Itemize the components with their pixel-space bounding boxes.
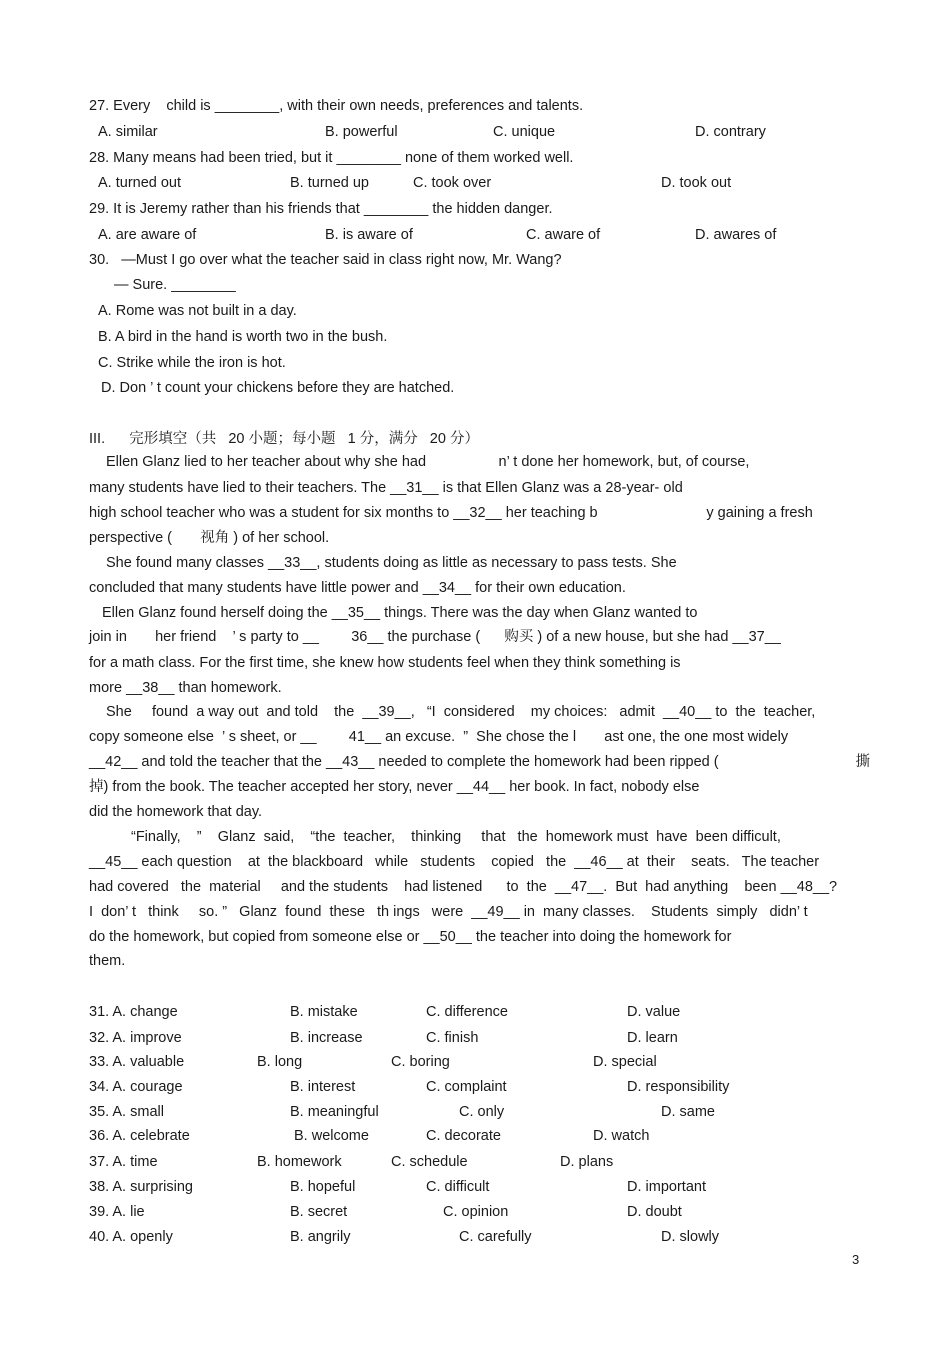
page-number: 3 bbox=[852, 1252, 860, 1267]
option-a: 39. A. lie bbox=[89, 1204, 145, 1220]
option-d: D. took out bbox=[661, 175, 732, 191]
passage-line: do the homework, but copied from someone else or __50__ the teacher into doing the homework for bbox=[89, 929, 732, 945]
option-b: B. meaningful bbox=[290, 1104, 379, 1120]
option-b: B. homework bbox=[257, 1154, 342, 1170]
passage-line: “Finally, ” Glanz said, “the teacher, thinking that the homework must have been difficult, bbox=[131, 829, 781, 845]
passage-line: join in her friend ’ s party to __ 36__ the purchase ( 购买 ) of a new house, but she had __37__ bbox=[89, 629, 781, 645]
option-b: B. hopeful bbox=[290, 1179, 356, 1195]
option-d: D. contrary bbox=[695, 124, 766, 140]
option-d: D. watch bbox=[593, 1128, 650, 1144]
passage-line: high school teacher who was a student for six months to __32__ her teaching b y gaining a fresh bbox=[89, 505, 813, 521]
passage-line: copy someone else ’ s sheet, or __ 41__ an excuse. ” She chose the l ast one, the one most widely bbox=[89, 729, 789, 745]
option-a: 32. A. improve bbox=[89, 1030, 182, 1046]
option-b: B. long bbox=[257, 1054, 303, 1070]
passage-line: did the homework that day. bbox=[89, 804, 263, 820]
passage-line: had covered the material and the students had listened to the __47__. But had anything been __48__? bbox=[89, 879, 838, 895]
option-b: B. secret bbox=[290, 1204, 348, 1220]
option-b: B. increase bbox=[290, 1030, 363, 1046]
option-d: D. value bbox=[627, 1004, 681, 1020]
option-d: D. awares of bbox=[695, 227, 777, 243]
option-c: C. finish bbox=[426, 1030, 479, 1046]
passage-line: __45__ each question at the blackboard while students copied the __46__ at their seats. The teacher bbox=[89, 854, 820, 870]
passage-line: concluded that many students have little power and __34__ for their own education. bbox=[89, 580, 626, 596]
option-a: 38. A. surprising bbox=[89, 1179, 193, 1195]
option-b: B. is aware of bbox=[325, 227, 413, 243]
passage-line: them. bbox=[89, 953, 126, 969]
question-stem: 27. Every child is ________, with their own needs, preferences and talents. bbox=[89, 98, 584, 114]
option-a: 31. A. change bbox=[89, 1004, 178, 1020]
passage-line: Ellen Glanz found herself doing the __35__ things. There was the day when Glanz wanted to bbox=[102, 605, 698, 621]
option-d: D. plans bbox=[560, 1154, 614, 1170]
passage-line: for a math class. For the first time, she knew how students feel when they think something is bbox=[89, 655, 681, 671]
option-c: C. took over bbox=[413, 175, 492, 191]
section-heading: III. 完形填空（共 20 小题；每小题 1 分，满分 20 分） bbox=[89, 431, 479, 447]
passage-line: I don’ t think so. ” Glanz found these th ings were __49__ in many classes. Students simply didn’ t bbox=[89, 904, 808, 920]
question-reply: — Sure. ________ bbox=[114, 277, 236, 293]
option-a: 36. A. celebrate bbox=[89, 1128, 190, 1144]
option-d: D. responsibility bbox=[627, 1079, 730, 1095]
option-b: B. A bird in the hand is worth two in the bush. bbox=[98, 329, 388, 345]
option-d: D. learn bbox=[627, 1030, 678, 1046]
passage-line: many students have lied to their teachers. The __31__ is that Ellen Glanz was a 28-year- old bbox=[89, 480, 683, 496]
option-c: C. carefully bbox=[459, 1229, 532, 1245]
option-b: B. mistake bbox=[290, 1004, 358, 1020]
option-a: 34. A. courage bbox=[89, 1079, 183, 1095]
passage-line: perspective ( 视角 ) of her school. bbox=[89, 530, 330, 546]
option-d: D. doubt bbox=[627, 1204, 682, 1220]
option-c: C. difference bbox=[426, 1004, 508, 1020]
passage-line: Ellen Glanz lied to her teacher about why she had n’ t done her homework, but, of course, bbox=[106, 454, 750, 470]
question-stem: 30. —Must I go over what the teacher said in class right now, Mr. Wang? bbox=[89, 252, 562, 268]
option-d: D. slowly bbox=[661, 1229, 720, 1245]
passage-line: She found a way out and told the __39__, “I considered my choices: admit __40__ to the teacher, bbox=[106, 704, 816, 720]
option-a: 37. A. time bbox=[89, 1154, 158, 1170]
option-b: B. angrily bbox=[290, 1229, 351, 1245]
option-c: C. Strike while the iron is hot. bbox=[98, 355, 286, 371]
option-c: C. opinion bbox=[443, 1204, 509, 1220]
passage-line: She found many classes __33__, students doing as little as necessary to pass tests. She bbox=[106, 555, 677, 571]
option-c: C. schedule bbox=[391, 1154, 468, 1170]
option-a: 33. A. valuable bbox=[89, 1054, 185, 1070]
option-a: A. are aware of bbox=[98, 227, 197, 243]
option-a: A. turned out bbox=[98, 175, 182, 191]
question-stem: 28. Many means had been tried, but it ________ none of them worked well. bbox=[89, 150, 574, 166]
passage-line: 掉) from the book. The teacher accepted her story, never __44__ her book. In fact, nobody else bbox=[89, 779, 700, 795]
option-b: B. turned up bbox=[290, 175, 369, 191]
option-d: D. Don ’ t count your chickens before they are hatched. bbox=[101, 380, 455, 396]
passage-line: __42__ and told the teacher that the __43__ needed to complete the homework had been ripped ( 撕 bbox=[89, 754, 871, 770]
question-stem: 29. It is Jeremy rather than his friends that ________ the hidden danger. bbox=[89, 201, 553, 217]
option-c: C. boring bbox=[391, 1054, 450, 1070]
option-d: D. same bbox=[661, 1104, 715, 1120]
option-a: A. Rome was not built in a day. bbox=[98, 303, 297, 319]
passage-line: more __38__ than homework. bbox=[89, 680, 282, 696]
option-a: A. similar bbox=[98, 124, 158, 140]
option-d: D. important bbox=[627, 1179, 706, 1195]
option-a: 40. A. openly bbox=[89, 1229, 173, 1245]
option-c: C. only bbox=[459, 1104, 505, 1120]
option-b: B. interest bbox=[290, 1079, 356, 1095]
option-c: C. decorate bbox=[426, 1128, 501, 1144]
option-b: B. welcome bbox=[294, 1128, 369, 1144]
option-c: C. unique bbox=[493, 124, 556, 140]
option-c: C. difficult bbox=[426, 1179, 490, 1195]
option-b: B. powerful bbox=[325, 124, 398, 140]
option-d: D. special bbox=[593, 1054, 657, 1070]
option-a: 35. A. small bbox=[89, 1104, 164, 1120]
option-c: C. aware of bbox=[526, 227, 601, 243]
option-c: C. complaint bbox=[426, 1079, 507, 1095]
